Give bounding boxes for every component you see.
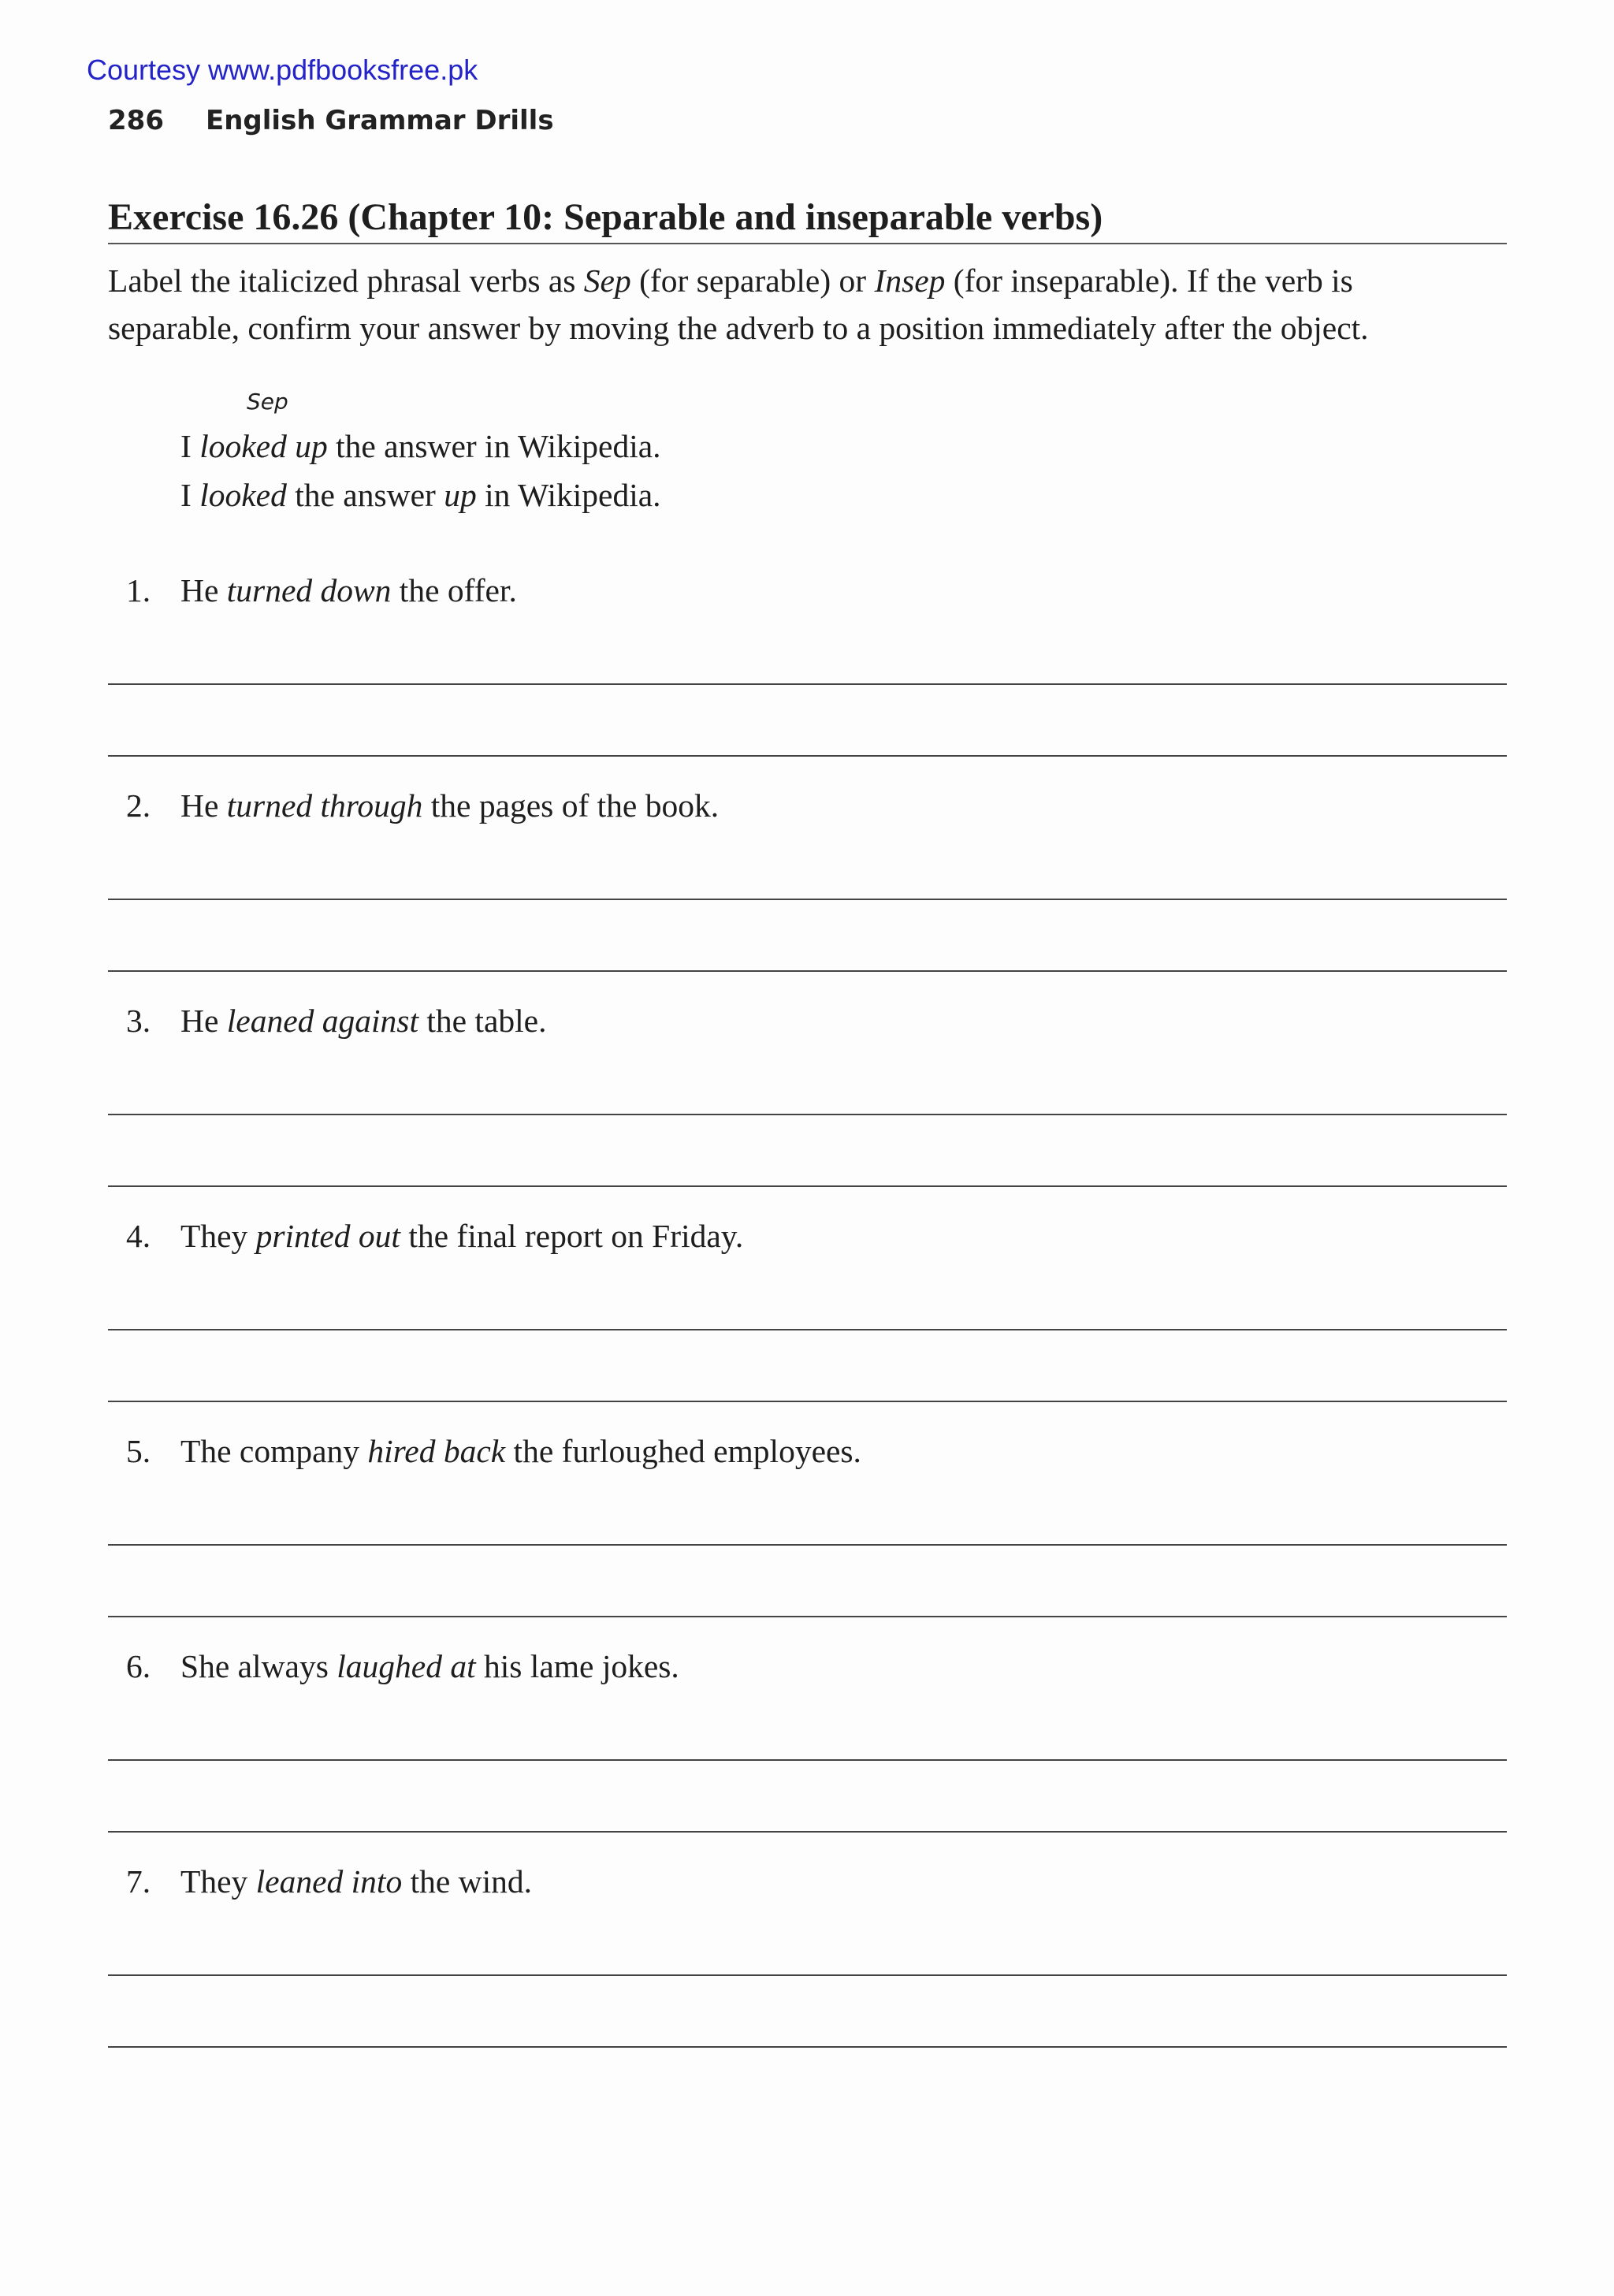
item-text: his lame jokes. [475, 1648, 679, 1684]
item-text: They [180, 1218, 256, 1254]
running-head [108, 105, 554, 136]
title-rule [108, 243, 1507, 244]
example-text: the answer [286, 477, 444, 513]
item-text: She always [180, 1648, 337, 1684]
exercise-item [126, 782, 1513, 829]
item-text: the final report on Friday. [400, 1218, 744, 1254]
item-number: 3. [126, 1003, 151, 1039]
instructions-text: (for separable) or [630, 262, 875, 299]
example-label: Sep [247, 389, 288, 415]
answer-line[interactable] [108, 1616, 1507, 1617]
answer-line[interactable] [108, 1544, 1507, 1546]
courtesy-link[interactable]: Courtesy www.pdfbooksfree.pk [87, 54, 478, 86]
item-verb: leaned into [255, 1863, 403, 1900]
answer-line[interactable] [108, 683, 1507, 685]
item-number: 5. [126, 1433, 151, 1469]
answer-line[interactable] [108, 1329, 1507, 1330]
item-text: He [180, 572, 227, 608]
exercise-item [126, 1858, 1513, 1905]
item-number: 4. [126, 1218, 151, 1254]
exercise-item [126, 1643, 1513, 1690]
example-sentence-rewritten [180, 475, 661, 515]
item-number: 6. [126, 1648, 151, 1684]
exercise-item [126, 1212, 1513, 1260]
item-text: The company [180, 1433, 368, 1469]
item-text: He [180, 787, 227, 824]
exercise-item [126, 997, 1513, 1044]
instructions-sep-term: Sep [583, 262, 631, 299]
item-number: 2. [126, 787, 151, 824]
example-verb: looked [199, 477, 287, 513]
item-text: the table. [418, 1003, 547, 1039]
instructions-text: Label the italicized phrasal verbs as [108, 262, 584, 299]
item-verb: hired back [367, 1433, 506, 1469]
item-text: They [180, 1863, 256, 1900]
answer-line[interactable] [108, 1759, 1507, 1761]
answer-line[interactable] [108, 899, 1507, 900]
instructions [108, 257, 1519, 352]
item-text: the furloughed employees. [505, 1433, 861, 1469]
answer-line[interactable] [108, 970, 1507, 972]
example-text: I [180, 477, 200, 513]
item-verb: leaned against [226, 1003, 418, 1039]
answer-line[interactable] [108, 1114, 1507, 1115]
item-text: the wind. [402, 1863, 533, 1900]
example-text: in Wikipedia. [476, 477, 661, 513]
answer-line[interactable] [108, 1974, 1507, 1976]
item-verb: printed out [255, 1218, 400, 1254]
answer-line[interactable] [108, 1831, 1507, 1833]
answer-line[interactable] [108, 1185, 1507, 1187]
item-text: the pages of the book. [422, 787, 720, 824]
instructions-text: separable, confirm your answer by moving the adverb to a position immediately after the object. [108, 310, 1369, 346]
instructions-text: (for inseparable). If the verb is [945, 262, 1353, 299]
exercise-item [126, 1427, 1513, 1475]
item-text: the offer. [391, 572, 517, 608]
item-text: He [180, 1003, 227, 1039]
item-verb: turned through [226, 787, 423, 824]
exercise-item [126, 567, 1513, 614]
page-number: 286 [108, 105, 164, 136]
answer-line[interactable] [108, 2046, 1507, 2048]
example-verb: looked up [199, 428, 328, 464]
item-verb: turned down [226, 572, 392, 608]
answer-line[interactable] [108, 755, 1507, 757]
item-number: 7. [126, 1863, 151, 1900]
example-particle: up [444, 477, 477, 513]
exercise-title: Exercise 16.26 (Chapter 10: Separable and inseparable verbs) [108, 196, 1103, 238]
example-sentence [180, 426, 661, 466]
answer-line[interactable] [108, 1401, 1507, 1402]
example-text: the answer in Wikipedia. [327, 428, 661, 464]
item-number: 1. [126, 572, 151, 608]
book-title: English Grammar Drills [206, 105, 554, 136]
instructions-insep-term: Insep [874, 262, 946, 299]
item-verb: laughed at [337, 1648, 476, 1684]
example-text: I [180, 428, 200, 464]
